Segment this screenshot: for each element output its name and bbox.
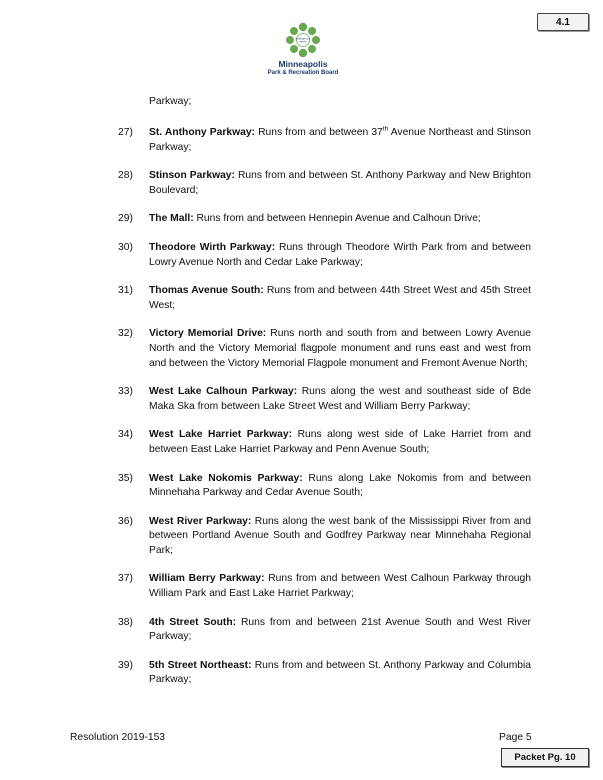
parkway-description: Runs through Theodore Wirth Park from and between Lowry Avenue North and Cedar Lake Parkway; [149,241,531,268]
item-text [149,327,531,371]
item-text [149,241,531,270]
item-text [149,472,531,501]
parkway-name: William Berry Parkway: [149,573,265,585]
list-item [118,616,531,645]
item-text [149,212,531,227]
parkway-name: Victory Memorial Drive: [149,328,267,340]
agenda-item-badge: 4.1 [537,13,589,31]
parkway-description: Runs from and between St. Anthony Parkway and New Brighton Boulevard; [149,170,531,196]
list-item [118,284,531,313]
list-item [118,126,531,155]
item-number: 32) [118,328,133,340]
logo-title: Minneapolis [278,59,328,69]
parkway-description: Runs from and between 44th Street West and 45th Street West; [149,285,531,311]
continued-text: Parkway; [149,96,192,107]
item-number: 37) [118,573,133,585]
packet-page-badge: Packet Pg. 10 [501,748,589,767]
list-item [118,212,531,227]
parkway-description: Runs from and between 37 [254,127,383,138]
list-item [118,572,531,601]
parkway-name: West Lake Harriet Parkway: [149,429,292,441]
parkway-description-cont: Avenue Northeast and Stinson Parkway; [149,127,532,153]
parkway-name: Theodore Wirth Parkway: [149,241,276,253]
list-item [118,428,531,457]
parkway-name: 4th Street South: [149,616,237,628]
list-item [118,327,531,371]
parkway-description: Runs from and between West Calhoun Parkway through William Park and East Lake Harriet Parkway; [149,573,531,600]
item-text [149,572,531,601]
parkway-list [118,126,531,688]
parkway-name: Thomas Avenue South: [149,285,264,297]
list-item [118,659,531,688]
parkway-description: Runs north and south from and between Lowry Avenue North and the Victory Memorial flagpole monument and runs east and west from and between the Victory Memorial Flagpole monument and Fremont Avenue North; [149,328,531,369]
parkway-name: 5th Street Northeast: [149,659,252,671]
item-number: 39) [118,659,133,671]
logo-subtitle: Park & Recreation Board [267,70,339,76]
item-text [149,616,531,645]
parkway-name: West River Parkway: [149,515,252,527]
svg-text:PARKS: PARKS [299,41,307,44]
parkway-description: Runs along the west and southeast side of Bde Maka Ska from between Lake Street West and William Berry Parkway; [149,386,531,412]
page-number: Page 5 [499,732,532,743]
item-number: 33) [118,386,133,398]
item-number: 30) [118,241,133,253]
item-number: 36) [118,515,133,527]
svg-text:MINNEAPOLIS: MINNEAPOLIS [295,38,311,41]
item-text [149,385,531,414]
item-number: 27) [118,127,133,138]
list-item [118,241,531,270]
item-number: 38) [118,616,133,628]
list-item [118,515,531,559]
list-item [118,169,531,198]
parkway-name: Stinson Parkway: [149,170,235,182]
parkway-description: Runs from and between St. Anthony Parkway and Columbia Parkway; [149,659,532,686]
resolution-number: Resolution 2019-153 [70,732,166,743]
item-text [149,515,531,559]
item-text [149,659,531,688]
parkway-description: Runs along the west bank of the Mississippi River from and between Portland Avenue South and Godfrey Parkway near Minnehaha Regional Park; [149,515,531,556]
parkway-name: West Lake Calhoun Parkway: [149,386,298,398]
parkway-name: West Lake Nokomis Parkway: [149,472,303,484]
item-text [149,169,531,198]
item-number: 35) [118,472,133,484]
parkway-name: The Mall: [149,213,194,225]
item-number: 31) [118,285,133,297]
item-text [149,428,531,457]
park-board-logo [255,22,351,77]
leaf-seal-icon [283,22,323,58]
item-text [149,126,531,155]
parkway-name: St. Anthony Parkway: [149,127,255,138]
list-item [118,385,531,414]
parkway-description: Runs along Lake Nokomis from and between Minnehaha Parkway and Cedar Avenue South; [149,472,531,499]
parkway-description: Runs along west side of Lake Harriet from and between East Lake Harriet Parkway and Penn Avenue South; [149,429,531,455]
item-number: 34) [118,429,133,441]
ordinal-suffix: th [382,125,389,133]
item-number: 28) [118,170,133,182]
list-item [118,472,531,501]
parkway-description: Runs from and between 21st Avenue South and West River Parkway; [149,616,531,643]
item-text [149,284,531,313]
item-number: 29) [118,213,133,225]
parkway-description: Runs from and between Hennepin Avenue and Calhoun Drive; [193,213,481,225]
